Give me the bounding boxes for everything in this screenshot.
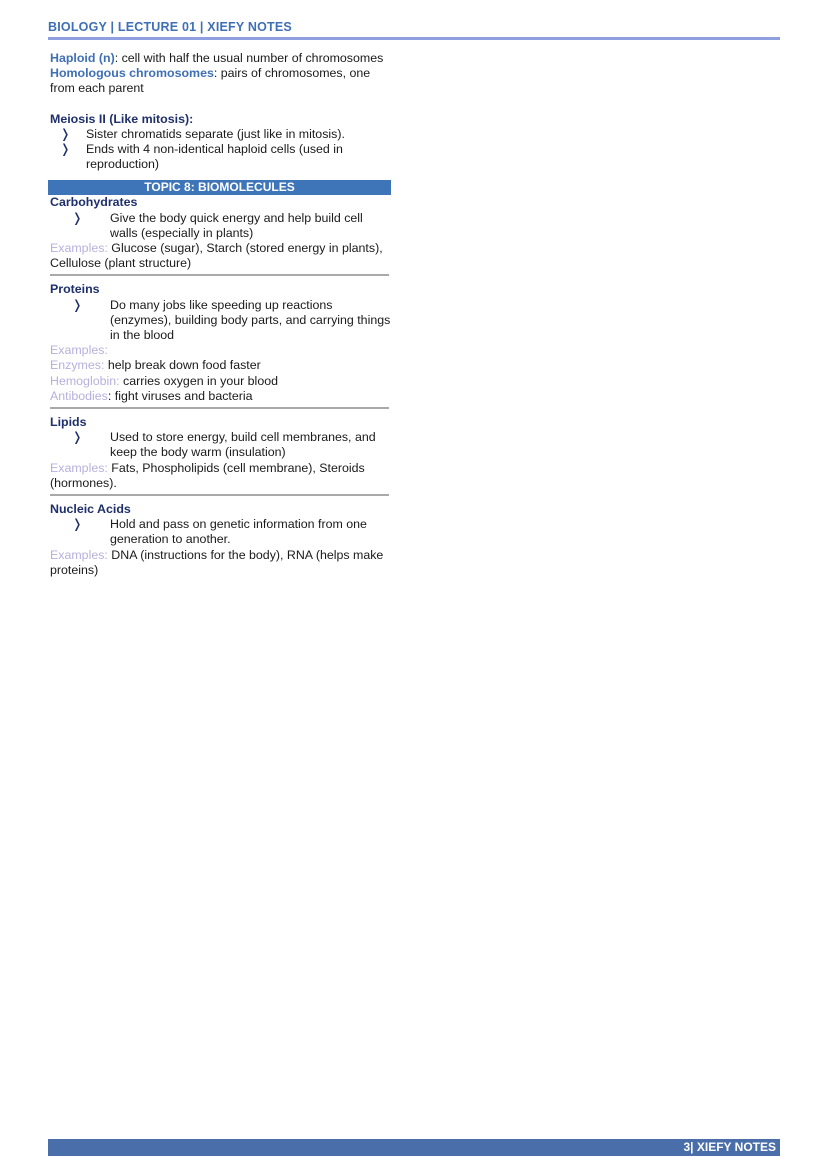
topic-banner: TOPIC 8: BIOMOLECULES xyxy=(48,180,391,195)
term: Homologous chromosomes xyxy=(50,66,214,81)
divider xyxy=(50,274,389,276)
list-item: ❭ Hold and pass on genetic information from one generation to another. xyxy=(50,517,391,547)
chevron-right-icon: ❭ xyxy=(72,297,83,312)
divider xyxy=(50,407,389,409)
nucleic-acids-heading: Nucleic Acids xyxy=(50,502,131,517)
page-content xyxy=(50,51,391,578)
proteins-heading: Proteins xyxy=(50,282,100,297)
page-footer: 3| XIEFY NOTES xyxy=(48,1139,780,1156)
page-header: BIOLOGY | LECTURE 01 | XIEFY NOTES xyxy=(48,20,780,40)
example-item: Enzymes: help break down food faster xyxy=(50,358,261,373)
chevron-right-icon: ❭ xyxy=(60,142,71,157)
list-item: ❭ Do many jobs like speeding up reactions (enzymes), building body parts, and carrying things in the blood xyxy=(50,298,391,344)
chevron-right-icon: ❭ xyxy=(72,517,83,532)
definition-homologous: Homologous chromosomes: pairs of chromosomes, one from each parent xyxy=(50,66,371,96)
chevron-right-icon: ❭ xyxy=(60,126,71,141)
list-item: ❭ Give the body quick energy and help build cell walls (especially in plants) xyxy=(50,211,391,241)
meiosis2-heading: Meiosis II (Like mitosis): xyxy=(50,111,194,126)
chevron-right-icon: ❭ xyxy=(72,210,83,225)
examples: Examples: DNA (instructions for the body), RNA (helps make proteins) xyxy=(50,547,384,577)
definition-haploid: Haploid (n): cell with half the usual number of chromosomes xyxy=(50,51,384,65)
chevron-right-icon: ❭ xyxy=(72,430,83,445)
list-item: ❭ Ends with 4 non-identical haploid cells (used in reproduction) xyxy=(50,142,391,172)
lipids-heading: Lipids xyxy=(50,415,87,430)
list-item: ❭ Used to store energy, build cell membranes, and keep the body warm (insulation) xyxy=(50,430,391,460)
example-item: Antibodies: fight viruses and bacteria xyxy=(50,388,253,403)
carbohydrates-heading: Carbohydrates xyxy=(50,195,138,210)
examples-label: Examples: xyxy=(50,343,108,358)
example-item: Hemoglobin: carries oxygen in your blood xyxy=(50,373,278,388)
examples: Examples: Glucose (sugar), Starch (stored energy in plants), Cellulose (plant structure) xyxy=(50,241,383,271)
term: Haploid (n) xyxy=(50,51,115,65)
divider xyxy=(50,494,389,496)
examples: Examples: Fats, Phospholipids (cell membrane), Steroids (hormones). xyxy=(50,460,365,490)
list-item: ❭ Sister chromatids separate (just like in mitosis). xyxy=(50,127,391,142)
